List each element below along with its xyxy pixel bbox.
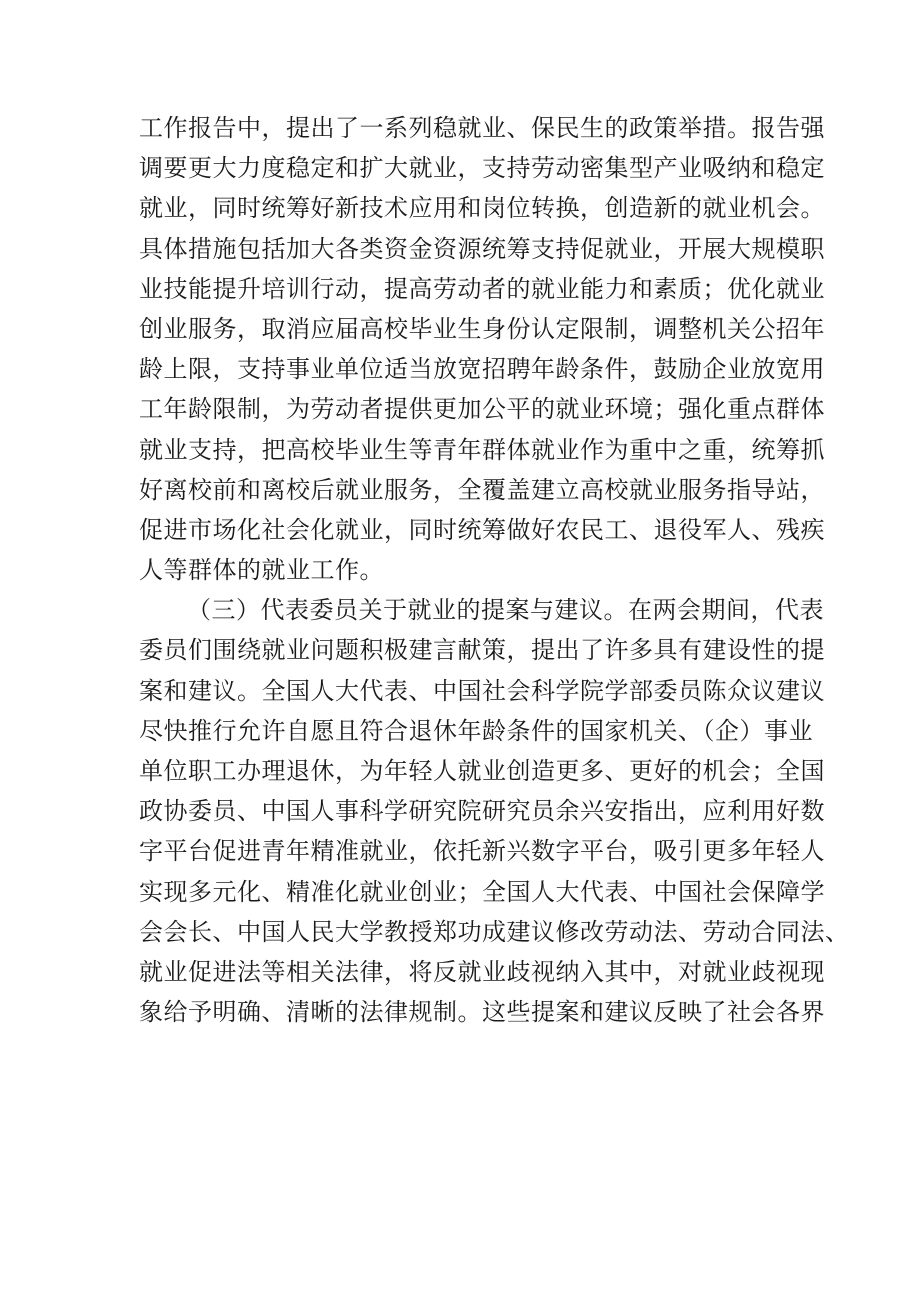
paragraph-policy-measures xyxy=(139,108,825,590)
text-line: 工年龄限制，为劳动者提供更加公平的就业环境；强化重点群体 xyxy=(139,395,825,424)
text-line: 就业，同时统筹好新技术应用和岗位转换，创造新的就业机会。 xyxy=(139,194,825,223)
text-line: 象给予明确、清晰的法律规制。这些提案和建议反映了社会各界 xyxy=(139,998,825,1027)
paragraph-first-line: （三）代表委员关于就业的提案与建议。在两会期间，代表 xyxy=(187,596,824,625)
text-line: 实现多元化、精准化就业创业；全国人大代表、中国社会保障学 xyxy=(139,877,825,906)
text-line: 好离校前和离校后就业服务，全覆盖建立高校就业服务指导站， xyxy=(139,475,825,504)
text-line: 单位职工办理退休，为年轻人就业创造更多、更好的机会；全国 xyxy=(139,757,825,785)
body-text xyxy=(139,108,850,1032)
text-line: 就业促进法等相关法律，将反就业歧视纳入其中，对就业歧视现 xyxy=(139,957,825,986)
text-line: 就业支持，把高校毕业生等青年群体就业作为重中之重，统筹抓 xyxy=(139,435,825,464)
text-line: 政协委员、中国人事科学研究院研究员余兴安指出，应利用好数 xyxy=(139,797,825,826)
text-line: 会会长、中国人民大学教授郑功成建议修改劳动法、劳动合同法、 xyxy=(139,917,850,946)
text-line: 调要更大力度稳定和扩大就业，支持劳动密集型产业吸纳和稳定 xyxy=(139,154,825,183)
text-line: 委员们围绕就业问题积极建言献策，提出了许多具有建设性的提 xyxy=(139,636,825,665)
text-line: 案和建议。全国人大代表、中国社会科学院学部委员陈众议建议 xyxy=(139,676,825,705)
text-line: 字平台促进青年精准就业，依托新兴数字平台，吸引更多年轻人 xyxy=(139,837,825,866)
text-line: 尽快推行允许自愿且符合退休年龄条件的国家机关、（企）事业 xyxy=(139,716,813,745)
text-line: 具体措施包括加大各类资金资源统筹支持促就业，开展大规模职 xyxy=(139,234,825,263)
text-line: 业技能提升培训行动，提高劳动者的就业能力和素质；优化就业 xyxy=(139,274,825,303)
text-line: 人等群体的就业工作。 xyxy=(139,556,384,585)
text-line: 龄上限，支持事业单位适当放宽招聘年龄条件，鼓励企业放宽用 xyxy=(139,355,825,384)
text-line: 创业服务，取消应届高校毕业生身份认定限制，调整机关公招年 xyxy=(139,314,825,343)
text-line: 促进市场化社会化就业，同时统筹做好农民工、退役军人、残疾 xyxy=(139,515,825,544)
text-line: 工作报告中，提出了一系列稳就业、保民生的政策举措。报告强 xyxy=(139,114,825,142)
paragraph-delegate-proposals xyxy=(139,590,850,1032)
